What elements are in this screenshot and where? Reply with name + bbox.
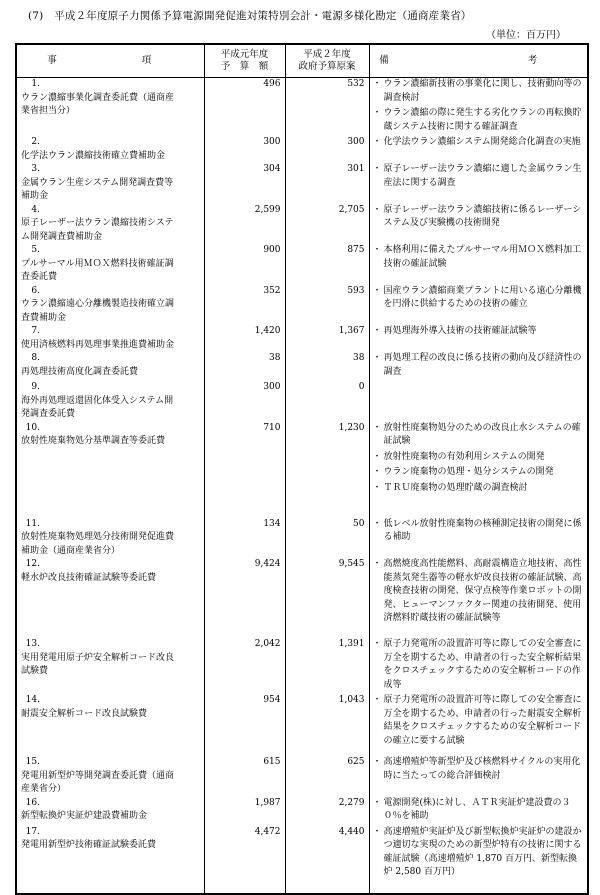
row-item-name: 発電用新型炉等開発調査委託費（通商産業省分） xyxy=(21,770,175,794)
table-row xyxy=(16,381,588,422)
unit-label: （単位：百万円） xyxy=(486,30,566,41)
row-prev-budget: 300 xyxy=(204,381,285,422)
note-item: ・ 高速増殖炉実証炉及び新型転換炉実証炉の建設かつ適切な実現のための新型炉特有の技術に関する確証試験（高速増殖炉 1,870 百万円、新型転換炉 2,580 百万円） xyxy=(373,826,584,880)
row-prev-budget: 1,420 xyxy=(204,325,285,352)
row-prev-budget: 300 xyxy=(204,136,285,163)
table-header-row xyxy=(16,44,588,78)
row-item-name: 実用発電用原子炉安全解析コード改良試験費 xyxy=(21,652,175,676)
row-number: 10. xyxy=(25,422,40,433)
row-request-budget: 2,705 xyxy=(285,204,369,245)
row-notes xyxy=(369,797,588,826)
table-row xyxy=(16,244,588,285)
row-prev-budget: 38 xyxy=(204,352,285,381)
row-item-name: ウラン濃縮遠心分離機製造技術確立調査費補助金 xyxy=(21,299,175,323)
note-item: ・ ウラン濃縮新技術の事業化に関し、技術動向等の調査検討 xyxy=(373,78,584,105)
row-prev-budget: 9,424 xyxy=(204,558,285,638)
table-row xyxy=(16,204,588,245)
note-item: ・ ウラン廃棄物の処理・処分システムの開発 xyxy=(373,466,584,480)
row-item-cell xyxy=(16,797,204,826)
note-item: ・ 国産ウラン濃縮商業プラントに用いる遠心分離機を円滑に供給するための技術の確立 xyxy=(373,285,584,312)
row-item-cell xyxy=(16,352,204,381)
note-item: ・ ウラン濃縮の際に発生する劣化ウランの再転換貯蔵システム技術に関する確証調査 xyxy=(373,107,584,134)
row-prev-budget: 496 xyxy=(204,78,285,137)
row-item-name: ウラン濃縮事業化調査委託費（通商産業省担当分） xyxy=(21,92,175,116)
row-item-cell xyxy=(16,78,204,137)
row-prev-budget: 304 xyxy=(204,163,285,204)
row-item-name: 金属ウラン生産システム開発調査費等補助金 xyxy=(21,177,174,201)
row-number: 13. xyxy=(25,639,40,649)
row-item-name: 放射性廃棄物処理処分技術開発促進費補助金（通商産業省分） xyxy=(21,532,175,556)
note-item: ・ 電源開発(株)に対し、ＡＴＲ実証炉建設費の３０％を補助 xyxy=(373,797,584,824)
row-prev-budget: 2,042 xyxy=(204,638,285,694)
row-notes xyxy=(369,638,588,694)
row-notes xyxy=(369,558,588,638)
note-item: ・ 原子力発電所の設置許可等に際しての安全審査に万全を期するため、申請者の行った安全解析結果をクロスチェックするための安全解析コードの作成等 xyxy=(373,638,584,692)
row-notes xyxy=(369,244,588,285)
row-prev-budget: 710 xyxy=(204,422,285,518)
row-request-budget: 1,230 xyxy=(285,422,369,518)
row-item-cell xyxy=(16,756,204,797)
row-number: 7. xyxy=(31,326,40,336)
row-item-name: プルサーマル用ＭＯＸ燃料技術確証調査委託費 xyxy=(21,258,174,282)
row-item-name: 放射性廃棄物処分基準調査等委託費 xyxy=(21,436,166,446)
row-request-budget: 1,391 xyxy=(285,638,369,694)
row-number: 14. xyxy=(25,695,40,705)
header-item: 事 項 xyxy=(16,44,204,78)
budget-table xyxy=(15,43,589,895)
table-row xyxy=(16,518,588,559)
row-item-name: 新型転換炉実証炉建設費補助金 xyxy=(21,811,148,821)
row-notes xyxy=(369,204,588,245)
row-item-cell xyxy=(16,381,204,422)
row-notes xyxy=(369,163,588,204)
row-request-budget: 1,043 xyxy=(285,694,369,756)
row-number: 11. xyxy=(25,518,40,529)
note-item: ・ 原子力発電所の設置許可等に際しての安全審査に万全を期するため、申請者の行った耐震安全解析結果をクロスチェックするための安全解析コードの確立に要する試験 xyxy=(373,694,584,748)
table-row xyxy=(16,797,588,826)
row-item-cell xyxy=(16,285,204,326)
row-request-budget: 875 xyxy=(285,244,369,285)
row-item-cell xyxy=(16,325,204,352)
note-item: ・ 再処理工程の改良に係る技術の動向及び経済性の調査 xyxy=(373,352,584,379)
note-item: ・ 高速増殖炉等新型炉及び核燃料サイクルの実用化時に当たっての総合評価検討 xyxy=(373,756,584,783)
table-row xyxy=(16,694,588,756)
row-notes xyxy=(369,352,588,381)
row-prev-budget: 352 xyxy=(204,285,285,326)
row-item-name: 耐震安全解析コード改良試験費 xyxy=(21,708,148,719)
header-request-line1: 平成２年度 xyxy=(303,49,351,60)
header-notes: 備 考 xyxy=(369,44,588,78)
row-item-cell xyxy=(16,558,204,638)
row-prev-budget: 900 xyxy=(204,244,285,285)
row-request-budget: 0 xyxy=(285,381,369,422)
row-item-cell xyxy=(16,163,204,204)
table-row xyxy=(16,285,588,326)
row-request-budget: 593 xyxy=(285,285,369,326)
row-item-name: 再処理技術高度化調査委託費 xyxy=(21,366,139,377)
note-item: ・ 低レベル放射性廃棄物の核種測定技術の開発に係る補助 xyxy=(373,518,584,545)
table-row xyxy=(16,325,588,352)
row-request-budget: 300 xyxy=(285,136,369,163)
row-item-cell xyxy=(16,422,204,518)
row-notes xyxy=(369,381,588,422)
row-item-name: 発電用新型炉技術確証試験委託費 xyxy=(21,840,157,850)
header-prev-budget-line1: 平成元年度 xyxy=(220,49,269,60)
row-request-budget: 50 xyxy=(285,518,369,559)
note-item: ・ 放射性廃棄物処分のための改良止水システムの確証試験 xyxy=(373,422,584,449)
row-prev-budget: 954 xyxy=(204,694,285,756)
row-prev-budget: 134 xyxy=(204,518,285,559)
row-notes xyxy=(369,136,588,163)
table-row xyxy=(16,558,588,638)
row-notes xyxy=(369,78,588,137)
header-prev-budget-line2: 予 算 額 xyxy=(220,61,269,72)
row-prev-budget: 2,599 xyxy=(204,204,285,245)
row-item-cell xyxy=(16,694,204,756)
row-number: 15. xyxy=(25,757,40,767)
row-item-cell xyxy=(16,136,204,163)
table-row xyxy=(16,352,588,381)
row-request-budget: 38 xyxy=(285,352,369,381)
table-row xyxy=(16,422,588,518)
row-request-budget: 301 xyxy=(285,163,369,204)
row-notes xyxy=(369,518,588,559)
row-request-budget: 1,367 xyxy=(285,325,369,352)
table-row xyxy=(16,638,588,694)
row-item-name: 海外再処理返還固化体受入システム開発調査委託費 xyxy=(21,395,174,419)
note-item: ・ 再処理海外導入技術の技術確証試験等 xyxy=(373,325,584,339)
row-notes xyxy=(369,826,588,894)
row-request-budget: 532 xyxy=(285,78,369,137)
header-request-line2: 政府予算原案 xyxy=(298,61,356,72)
row-prev-budget: 4,472 xyxy=(204,826,285,894)
row-item-cell xyxy=(16,638,204,694)
row-number: 4. xyxy=(31,204,40,215)
row-item-name: 原子レーザー法ウラン濃縮技術システム開発調査費補助金 xyxy=(21,218,174,242)
row-number: 9. xyxy=(31,382,40,392)
table-row xyxy=(16,163,588,204)
table-row xyxy=(16,756,588,797)
row-notes xyxy=(369,285,588,326)
header-request xyxy=(285,44,369,78)
table-row xyxy=(16,136,588,163)
note-item: ・ 高燃焼度高性能燃料、高耐震構造立地技術、高性能蒸気発生器等の軽水炉改良技術の確証試験、高度検査技術の開発、保守点検等作業ロボットの開発、ヒューマンファクター関連の技術開発、使用済燃料貯蔵技術の確証試験等 xyxy=(373,558,584,626)
row-number: 6. xyxy=(31,285,40,296)
row-number: 3. xyxy=(31,164,40,174)
table-row xyxy=(16,826,588,894)
row-notes xyxy=(369,694,588,756)
row-item-name: 軽水炉改良技術確証試験等委託費 xyxy=(21,572,157,583)
row-notes xyxy=(369,756,588,797)
row-request-budget: 2,279 xyxy=(285,797,369,826)
row-notes xyxy=(369,422,588,518)
row-prev-budget: 1,987 xyxy=(204,797,285,826)
row-item-cell xyxy=(16,204,204,245)
header-prev-budget xyxy=(204,44,285,78)
row-notes xyxy=(369,325,588,352)
row-item-name: 使用済核燃料再処理事業推進費補助金 xyxy=(21,339,175,350)
row-number: 8. xyxy=(31,353,40,363)
row-request-budget: 4,440 xyxy=(285,826,369,894)
note-item: ・ 原子レーザー法ウラン濃縮に適した金属ウラン生産法に関する調査 xyxy=(373,163,584,190)
row-item-name: 化学法ウラン濃縮技術確立費補助金 xyxy=(21,150,166,161)
row-number: 16. xyxy=(25,797,40,808)
row-item-cell xyxy=(16,518,204,559)
row-item-cell xyxy=(16,826,204,894)
row-number: 17. xyxy=(25,826,40,837)
note-item: ・ 本格利用に備えたプルサーマル用ＭＯＸ燃料加工技術の確証試験 xyxy=(373,244,584,271)
note-item: ・ 化学法ウラン濃縮システム開発総合化調査の実施 xyxy=(373,136,584,150)
row-number: 12. xyxy=(25,559,40,569)
row-prev-budget: 615 xyxy=(204,756,285,797)
row-number: 5. xyxy=(31,245,40,255)
document-title: (7) 平成２年度原子力関係予算電源開発促進対策特別会計・電源多様化勘定（通商産業省） xyxy=(28,10,472,22)
note-item: ・ 放射性廃棄物の有効利用システムの開発 xyxy=(373,451,584,465)
note-item: ・ ＴＲＵ廃棄物の処理貯蔵の調査検討 xyxy=(373,482,584,496)
row-number: 2. xyxy=(31,137,40,147)
row-request-budget: 9,545 xyxy=(285,558,369,638)
row-request-budget: 625 xyxy=(285,756,369,797)
row-number: 1. xyxy=(31,79,40,89)
row-item-cell xyxy=(16,244,204,285)
table-row xyxy=(16,78,588,137)
note-item: ・ 原子レーザー法ウラン濃縮技術に係るレーザーシステム及び実験機の技術開発 xyxy=(373,204,584,231)
